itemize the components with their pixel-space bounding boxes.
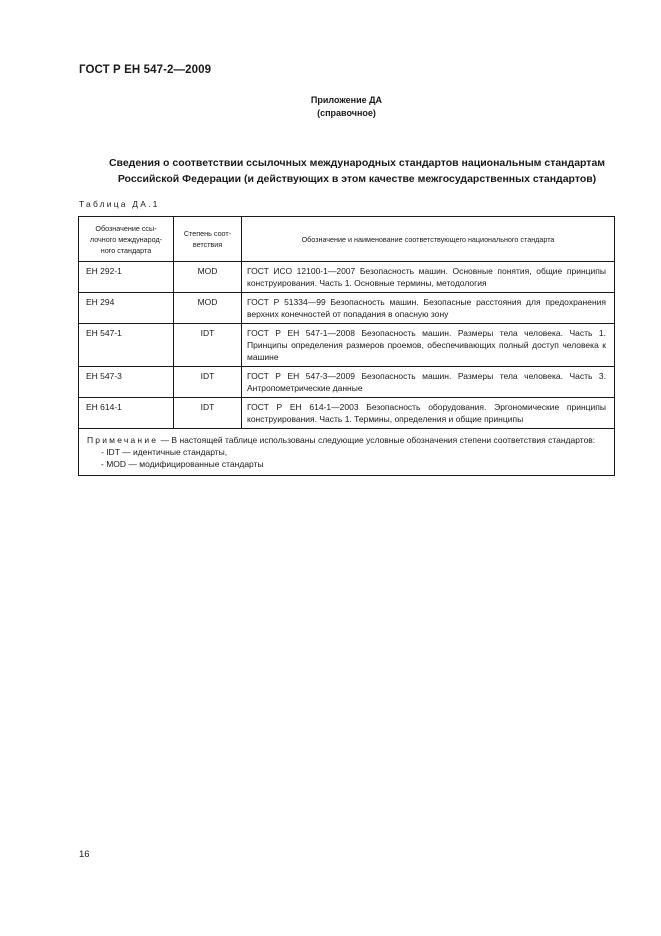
heading-line-1: Сведения о соответствии ссылочных международных стандартов национальным стандартам xyxy=(108,157,606,169)
table-row xyxy=(79,324,615,367)
cell-degree: MOD xyxy=(174,293,242,324)
cell-code: ЕН 294 xyxy=(79,293,174,324)
header-degree: Степень соот- ветствия xyxy=(174,217,242,262)
cell-title: ГОСТ Р ЕН 547-3—2009 Безопасность машин. Размеры тела человека. Часть 3. Антропометрические данные xyxy=(242,367,615,398)
note-lead: Примечание xyxy=(87,435,159,445)
header-national-standard: Обозначение и наименование соответствующего национального стандарта xyxy=(242,217,615,262)
cell-degree: IDT xyxy=(174,367,242,398)
note-item-mod: - MOD — модифицированные стандарты xyxy=(101,459,264,469)
table-row xyxy=(79,262,615,293)
cell-degree: IDT xyxy=(174,324,242,367)
appendix-title: Приложение ДА xyxy=(310,95,383,105)
table-header-row xyxy=(79,217,615,262)
table-note-row xyxy=(79,429,615,476)
table-row xyxy=(79,293,615,324)
page-number: 16 xyxy=(79,849,90,860)
appendix-block xyxy=(0,94,661,120)
cell-title: ГОСТ Р ЕН 614-1—2003 Безопасность оборудования. Эргономические принципы конструирования. Часть 1. Термины, определения и общие принципы xyxy=(242,398,615,429)
table-note xyxy=(79,429,615,476)
table-row xyxy=(79,398,615,429)
cell-degree: MOD xyxy=(174,262,242,293)
appendix-type: (справочное) xyxy=(317,108,376,118)
correspondence-table xyxy=(78,216,615,476)
header-international-standard: Обозначение ссы- лочного международ- ного стандарта xyxy=(79,217,174,262)
note-item-idt: - IDT — идентичные стандарты, xyxy=(101,447,228,457)
document-code: ГОСТ Р ЕН 547-2—2009 xyxy=(79,64,212,76)
table-caption: Таблица ДА.1 xyxy=(79,199,160,209)
cell-title: ГОСТ ИСО 12100-1—2007 Безопасность машин. Основные понятия, общие принципы конструирования. Часть 1. Основные термины, методология xyxy=(242,262,615,293)
cell-code: ЕН 547-1 xyxy=(79,324,174,367)
heading-line-2: Российской Федерации (и действующих в этом качестве межгосударственных стандартов) xyxy=(117,173,597,185)
cell-code: ЕН 292-1 xyxy=(79,262,174,293)
cell-title: ГОСТ Р 51334—99 Безопасность машин. Безопасные расстояния для предохранения верхних конечностей от попадания в опасную зону xyxy=(242,293,615,324)
cell-title: ГОСТ Р ЕН 547-1—2008 Безопасность машин. Размеры тела человека. Часть 1. Принципы определения размеров проемов, обеспечивающих полный доступ человека к машине xyxy=(242,324,615,367)
cell-code: ЕН 547-3 xyxy=(79,367,174,398)
section-heading xyxy=(60,155,654,187)
note-body: — В настоящей таблице использованы следующие условные обозначения степени соответствия стандартов: xyxy=(158,435,596,445)
cell-degree: IDT xyxy=(174,398,242,429)
table-row xyxy=(79,367,615,398)
note-text xyxy=(87,434,606,446)
cell-code: ЕН 614-1 xyxy=(79,398,174,429)
